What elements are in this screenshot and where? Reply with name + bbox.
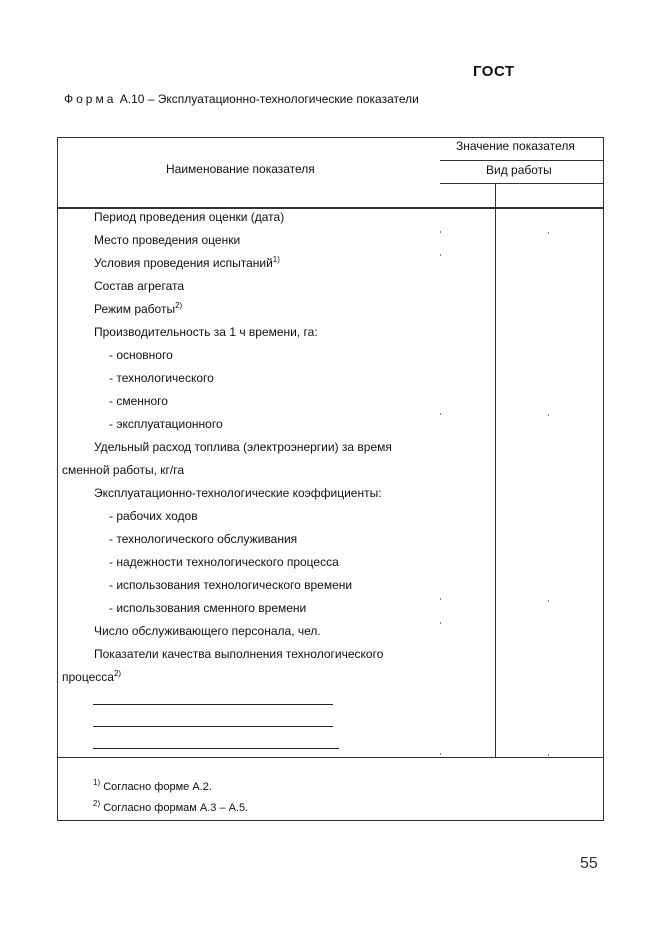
form-title: – Эксплуатационно-технологические показатели xyxy=(147,92,419,106)
table-row: - рабочих ходов xyxy=(109,509,198,523)
header-bottom-rule xyxy=(57,207,604,209)
scan-mark xyxy=(548,232,549,234)
scan-mark xyxy=(548,754,549,756)
footnote-ref: 2) xyxy=(175,301,183,310)
table-row: Показатели качества выполнения технологического xyxy=(94,647,384,661)
table-row: Состав агрегата xyxy=(94,279,185,293)
scan-mark xyxy=(440,254,441,256)
blank-entry-line xyxy=(93,748,339,749)
table-row: Производительность за 1 ч времени, га: xyxy=(94,325,318,339)
table-row: - технологического xyxy=(109,371,214,385)
header-rule-2 xyxy=(440,183,604,184)
table-row: - надежности технологического процесса xyxy=(109,555,339,569)
value-column-divider xyxy=(495,184,496,758)
table-row: Место проведения оценки xyxy=(94,233,241,247)
blank-entry-line xyxy=(93,704,333,705)
footnote-ref: 2) xyxy=(113,669,122,678)
table-row: - технологического обслуживания xyxy=(109,532,298,546)
scan-mark xyxy=(440,413,441,415)
column-header-value: Значение показателя xyxy=(456,139,575,153)
form-number: А.10 xyxy=(119,92,145,106)
footnote: $^{1)}$ Согласно форме А.2. xyxy=(93,778,212,793)
scan-mark xyxy=(548,600,549,602)
table-row: процесса$^{2)}$ xyxy=(62,669,122,684)
table-row: Условия проведения испытаний$^{1)}$ xyxy=(94,255,280,270)
document-standard-label: ГОСТ xyxy=(473,63,515,80)
table-row: Эксплуатационно-технологические коэффициенты: xyxy=(94,486,382,500)
table-row: сменной работы, кг/га xyxy=(62,463,185,477)
scan-mark xyxy=(440,622,441,624)
form-label: Форма xyxy=(64,92,117,106)
table-row: - использования технологического времени xyxy=(109,578,353,592)
table-row: - сменного xyxy=(109,394,168,408)
header-rule-1 xyxy=(440,160,604,161)
table-row: Число обслуживающего персонала, чел. xyxy=(94,624,321,638)
table-row: Режим работы$^{2)}$ xyxy=(94,301,183,316)
scan-mark xyxy=(440,231,441,233)
table-row: - эксплуатационного xyxy=(109,417,223,431)
blank-entry-line xyxy=(93,726,333,727)
table-row: Период проведения оценки (дата) xyxy=(94,210,285,224)
column-header-name: Наименование показателя xyxy=(166,162,315,176)
table-row: - использования сменного времени xyxy=(109,601,307,615)
scan-mark xyxy=(548,414,549,416)
column-header-work-type: Вид работы xyxy=(486,163,552,177)
table-row: Удельный расход топлива (электроэнергии) за время xyxy=(94,440,392,454)
form-caption xyxy=(64,92,419,106)
scan-mark xyxy=(440,598,441,600)
page-number: 55 xyxy=(580,855,598,872)
footnote-rule xyxy=(57,757,604,758)
footnote: $^{2)}$ Согласно формам А.3 – А.5. xyxy=(93,799,249,814)
scan-mark xyxy=(440,753,441,755)
table-row: - основного xyxy=(109,348,173,362)
footnote-ref: 1) xyxy=(272,255,280,264)
